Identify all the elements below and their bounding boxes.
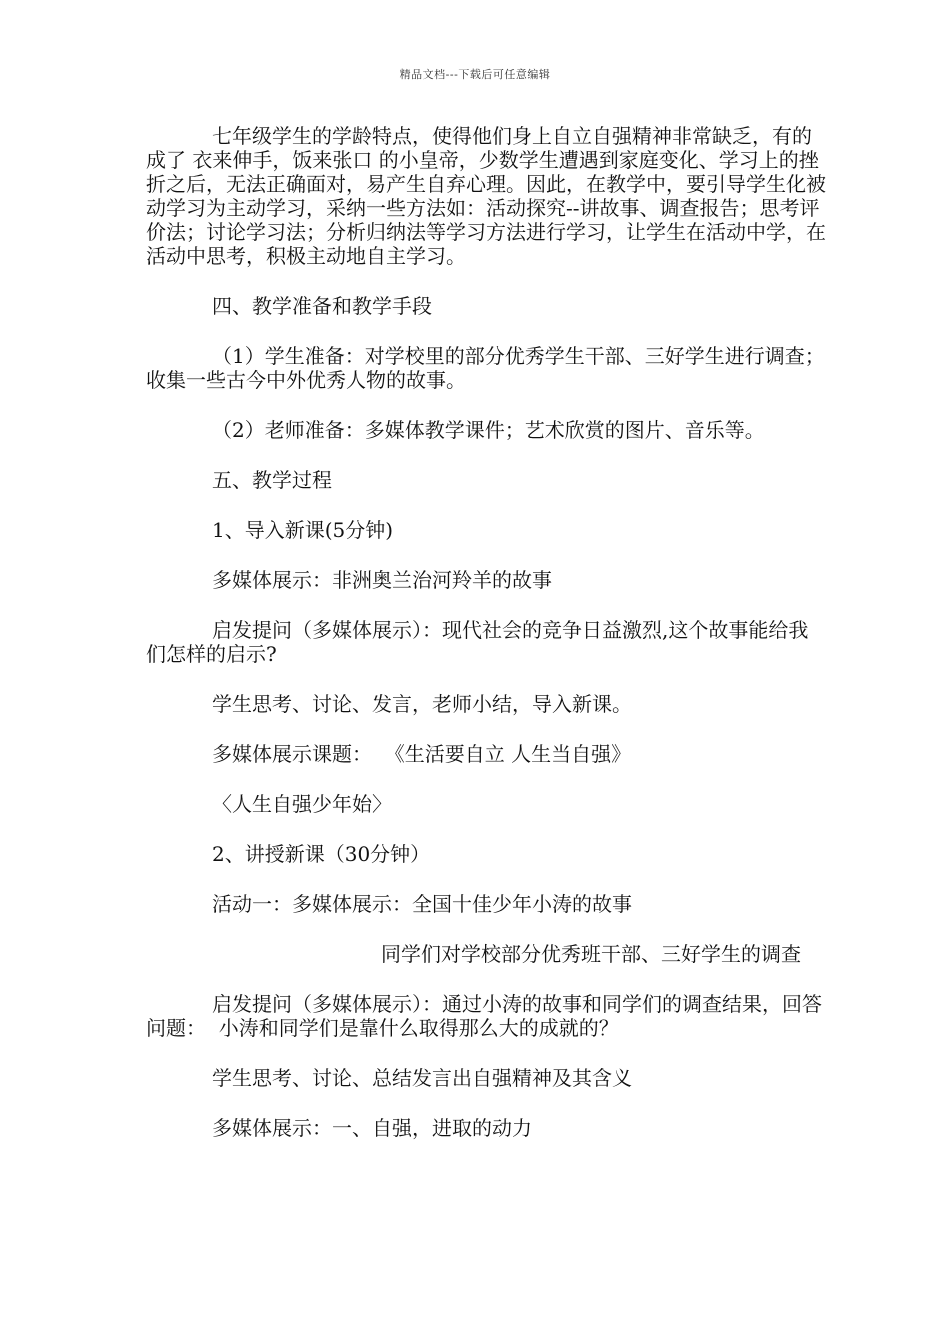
paragraph-activity-one: 活动一：多媒体展示：全国十佳少年小涛的故事 (212, 892, 632, 916)
paragraph-student-characteristics: 七年级学生的学龄特点，使得他们身上自立自强精神非常缺乏，有的成了 衣来伸手，饭来张口 的小皇帝，少数学生遭遇到家庭变化、学习上的挫折之后，无法正确面对，易产生自弃心理。因此，在教学中，要引导学生化被动学习为主动学习，采纳一些方法如：活动探究--讲故事、调查报告；思考评价法；讨论学习法；分析归纳法等学习方法进行学习，让学生在活动中学，在活动中思考，积极主动地自主学习。 (146, 124, 826, 268)
paragraph-prompt-question-2: 启发提问（多媒体展示）：通过小涛的故事和同学们的调查结果，回答问题： 小涛和同学们是靠什么取得那么大的成就的？ (146, 992, 822, 1040)
paragraph-multimedia-antelope: 多媒体展示：非洲奥兰治河羚羊的故事 (212, 568, 552, 592)
section-heading-process: 五、教学过程 (212, 468, 332, 492)
step-heading-new-lesson: 2、讲授新课（30分钟） (212, 842, 431, 866)
paragraph-survey: 同学们对学校部分优秀班干部、三好学生的调查 (381, 942, 801, 966)
document-body (146, 124, 826, 1140)
section-heading-preparation: 四、教学准备和教学手段 (212, 294, 432, 318)
step-heading-intro: 1、导入新课(5分钟) (212, 518, 394, 542)
paragraph-prompt-question-1: 启发提问（多媒体展示）：现代社会的竞争日益激烈,这个故事能给我们怎样的启示? (146, 618, 809, 666)
paragraph-student-discussion-1: 学生思考、讨论、发言，老师小结，导入新课。 (212, 692, 632, 716)
paragraph-student-discussion-2: 学生思考、讨论、总结发言出自强精神及其含义 (212, 1066, 632, 1090)
paragraph-lesson-subtitle: 〈人生自强少年始〉 (212, 792, 392, 816)
paragraph-multimedia-self-strength: 多媒体展示：一、自强，进取的动力 (212, 1116, 532, 1140)
page-header: 精品文档---下载后可任意编辑 (399, 68, 551, 81)
paragraph-teacher-preparation: （2）老师准备：多媒体教学课件；艺术欣赏的图片、音乐等。 (212, 418, 765, 442)
paragraph-lesson-title: 多媒体展示课题： 《生活要自立 人生当自强》 (212, 742, 632, 766)
paragraph-student-preparation: （1）学生准备：对学校里的部分优秀学生干部、三好学生进行调查；收集一些古今中外优秀人物的故事。 (146, 344, 825, 392)
